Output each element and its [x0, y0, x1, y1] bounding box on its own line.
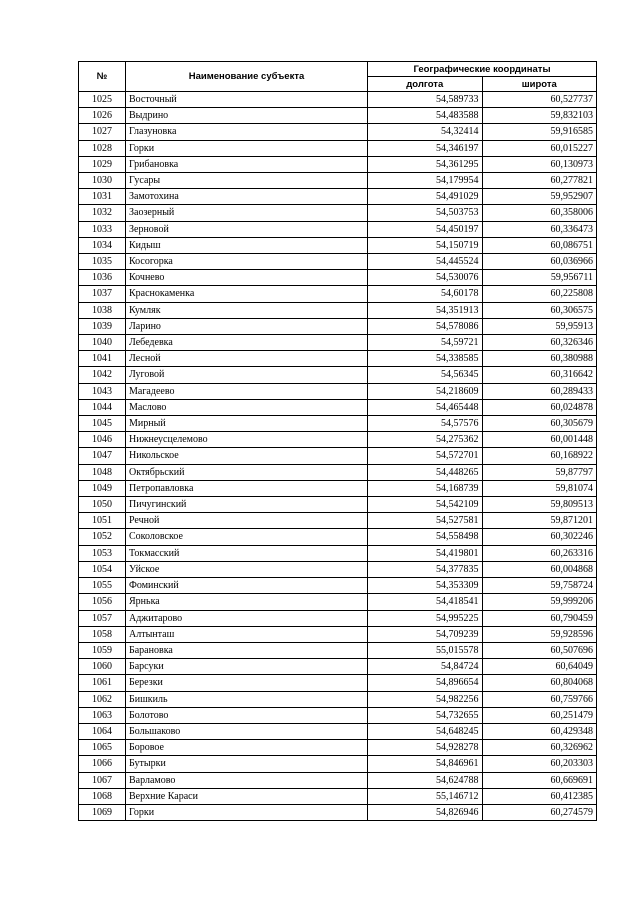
row-longitude: 54,542109: [368, 497, 483, 513]
row-latitude: 60,001448: [482, 432, 597, 448]
table-row: [79, 221, 597, 237]
row-subject-name: Бишкиль: [126, 691, 368, 707]
row-longitude: 54,491029: [368, 189, 483, 205]
row-latitude: 60,086751: [482, 237, 597, 253]
row-latitude: 59,871201: [482, 513, 597, 529]
row-subject-name: Косогорка: [126, 254, 368, 270]
row-number: 1049: [79, 480, 126, 496]
table-row: [79, 124, 597, 140]
row-number: 1057: [79, 610, 126, 626]
row-longitude: 54,465448: [368, 399, 483, 415]
row-subject-name: Ярнька: [126, 594, 368, 610]
row-longitude: 54,450197: [368, 221, 483, 237]
table-row: [79, 189, 597, 205]
row-longitude: 54,826946: [368, 804, 483, 820]
table-row: [79, 788, 597, 804]
row-subject-name: Краснокаменка: [126, 286, 368, 302]
table-row: [79, 675, 597, 691]
row-longitude: 54,59721: [368, 335, 483, 351]
row-number: 1033: [79, 221, 126, 237]
row-subject-name: Бутырки: [126, 756, 368, 772]
row-longitude: 54,418541: [368, 594, 483, 610]
row-latitude: 60,790459: [482, 610, 597, 626]
table-row: [79, 772, 597, 788]
row-longitude: 54,589733: [368, 92, 483, 108]
table-row: [79, 416, 597, 432]
header-coordinates: Географические координаты: [368, 62, 597, 77]
table-row: [79, 513, 597, 529]
row-subject-name: Нижнеусцелемово: [126, 432, 368, 448]
row-subject-name: Лебедевка: [126, 335, 368, 351]
row-longitude: 54,928278: [368, 740, 483, 756]
row-number: 1037: [79, 286, 126, 302]
row-subject-name: Пичугинский: [126, 497, 368, 513]
table-row: [79, 173, 597, 189]
row-latitude: 60,527737: [482, 92, 597, 108]
row-subject-name: Зерновой: [126, 221, 368, 237]
row-latitude: 60,274579: [482, 804, 597, 820]
table-row: [79, 642, 597, 658]
row-subject-name: Ларино: [126, 318, 368, 334]
table-row: [79, 594, 597, 610]
table-row: [79, 351, 597, 367]
row-latitude: 59,952907: [482, 189, 597, 205]
row-latitude: 60,130973: [482, 156, 597, 172]
row-latitude: 60,004868: [482, 561, 597, 577]
row-subject-name: Маслово: [126, 399, 368, 415]
document-page: [78, 61, 597, 821]
row-subject-name: Соколовское: [126, 529, 368, 545]
row-subject-name: Заозерный: [126, 205, 368, 221]
row-longitude: 55,015578: [368, 642, 483, 658]
table-row: [79, 140, 597, 156]
row-latitude: 60,316642: [482, 367, 597, 383]
row-number: 1052: [79, 529, 126, 545]
row-latitude: 60,024878: [482, 399, 597, 415]
row-number: 1066: [79, 756, 126, 772]
row-subject-name: Кумляк: [126, 302, 368, 318]
table-row: [79, 318, 597, 334]
row-subject-name: Глазуновка: [126, 124, 368, 140]
row-longitude: 54,578086: [368, 318, 483, 334]
row-number: 1043: [79, 383, 126, 399]
row-subject-name: Восточный: [126, 92, 368, 108]
row-longitude: 54,483588: [368, 108, 483, 124]
row-number: 1055: [79, 578, 126, 594]
row-subject-name: Петропавловка: [126, 480, 368, 496]
row-latitude: 60,759766: [482, 691, 597, 707]
row-latitude: 59,758724: [482, 578, 597, 594]
row-subject-name: Замотохина: [126, 189, 368, 205]
row-number: 1047: [79, 448, 126, 464]
row-longitude: 54,732655: [368, 707, 483, 723]
row-longitude: 54,56345: [368, 367, 483, 383]
row-latitude: 59,81074: [482, 480, 597, 496]
row-latitude: 60,168922: [482, 448, 597, 464]
table-body: [79, 92, 597, 821]
row-latitude: 60,507696: [482, 642, 597, 658]
row-longitude: 54,150719: [368, 237, 483, 253]
row-longitude: 54,338585: [368, 351, 483, 367]
row-subject-name: Барановка: [126, 642, 368, 658]
header-row: [79, 62, 597, 77]
row-number: 1063: [79, 707, 126, 723]
row-longitude: 54,218609: [368, 383, 483, 399]
table-row: [79, 399, 597, 415]
row-longitude: 54,179954: [368, 173, 483, 189]
row-subject-name: Гусары: [126, 173, 368, 189]
row-latitude: 60,64049: [482, 659, 597, 675]
row-subject-name: Фоминский: [126, 578, 368, 594]
table-row: [79, 804, 597, 820]
row-latitude: 60,203303: [482, 756, 597, 772]
row-subject-name: Болотово: [126, 707, 368, 723]
table-row: [79, 561, 597, 577]
row-number: 1042: [79, 367, 126, 383]
row-longitude: 54,351913: [368, 302, 483, 318]
table-row: [79, 691, 597, 707]
row-longitude: 54,982256: [368, 691, 483, 707]
row-longitude: 54,353309: [368, 578, 483, 594]
table-row: [79, 448, 597, 464]
table-row: [79, 270, 597, 286]
row-longitude: 54,419801: [368, 545, 483, 561]
row-latitude: 59,956711: [482, 270, 597, 286]
row-latitude: 60,326962: [482, 740, 597, 756]
table-row: [79, 464, 597, 480]
coordinates-table: [78, 61, 597, 821]
table-row: [79, 659, 597, 675]
row-number: 1025: [79, 92, 126, 108]
row-longitude: 54,995225: [368, 610, 483, 626]
row-number: 1036: [79, 270, 126, 286]
table-row: [79, 335, 597, 351]
row-latitude: 60,358006: [482, 205, 597, 221]
row-longitude: 54,530076: [368, 270, 483, 286]
row-latitude: 60,336473: [482, 221, 597, 237]
row-latitude: 60,251479: [482, 707, 597, 723]
row-number: 1048: [79, 464, 126, 480]
row-latitude: 60,306575: [482, 302, 597, 318]
row-subject-name: Кидыш: [126, 237, 368, 253]
table-row: [79, 740, 597, 756]
row-number: 1059: [79, 642, 126, 658]
row-number: 1068: [79, 788, 126, 804]
row-longitude: 54,558498: [368, 529, 483, 545]
row-subject-name: Токмасский: [126, 545, 368, 561]
table-row: [79, 432, 597, 448]
table-row: [79, 92, 597, 108]
row-latitude: 59,95913: [482, 318, 597, 334]
row-longitude: 54,377835: [368, 561, 483, 577]
table-row: [79, 578, 597, 594]
row-subject-name: Луговой: [126, 367, 368, 383]
table-row: [79, 205, 597, 221]
row-longitude: 54,57576: [368, 416, 483, 432]
row-latitude: 60,669691: [482, 772, 597, 788]
table-row: [79, 756, 597, 772]
table-row: [79, 497, 597, 513]
row-number: 1041: [79, 351, 126, 367]
row-subject-name: Большаково: [126, 723, 368, 739]
row-number: 1039: [79, 318, 126, 334]
row-latitude: 60,380988: [482, 351, 597, 367]
row-number: 1034: [79, 237, 126, 253]
row-latitude: 60,412385: [482, 788, 597, 804]
table-row: [79, 108, 597, 124]
row-longitude: 54,275362: [368, 432, 483, 448]
row-number: 1069: [79, 804, 126, 820]
row-longitude: 54,846961: [368, 756, 483, 772]
row-longitude: 55,146712: [368, 788, 483, 804]
row-subject-name: Горки: [126, 140, 368, 156]
row-latitude: 60,429348: [482, 723, 597, 739]
row-longitude: 54,60178: [368, 286, 483, 302]
row-number: 1038: [79, 302, 126, 318]
row-number: 1029: [79, 156, 126, 172]
row-number: 1067: [79, 772, 126, 788]
row-number: 1053: [79, 545, 126, 561]
table-row: [79, 383, 597, 399]
table-row: [79, 156, 597, 172]
row-subject-name: Барсуки: [126, 659, 368, 675]
row-number: 1051: [79, 513, 126, 529]
row-latitude: 60,015227: [482, 140, 597, 156]
row-subject-name: Боровое: [126, 740, 368, 756]
row-number: 1064: [79, 723, 126, 739]
row-longitude: 54,624788: [368, 772, 483, 788]
row-latitude: 60,263316: [482, 545, 597, 561]
row-longitude: 54,361295: [368, 156, 483, 172]
header-latitude: широта: [482, 77, 597, 92]
table-row: [79, 707, 597, 723]
row-subject-name: Мирный: [126, 416, 368, 432]
row-longitude: 54,503753: [368, 205, 483, 221]
row-latitude: 60,036966: [482, 254, 597, 270]
row-number: 1044: [79, 399, 126, 415]
row-subject-name: Никольское: [126, 448, 368, 464]
row-subject-name: Кочнево: [126, 270, 368, 286]
row-number: 1065: [79, 740, 126, 756]
table-row: [79, 529, 597, 545]
row-longitude: 54,648245: [368, 723, 483, 739]
row-subject-name: Аджитарово: [126, 610, 368, 626]
row-number: 1040: [79, 335, 126, 351]
row-subject-name: Выдрино: [126, 108, 368, 124]
table-row: [79, 723, 597, 739]
row-number: 1026: [79, 108, 126, 124]
row-number: 1058: [79, 626, 126, 642]
row-longitude: 54,709239: [368, 626, 483, 642]
row-number: 1061: [79, 675, 126, 691]
row-latitude: 59,928596: [482, 626, 597, 642]
row-subject-name: Уйское: [126, 561, 368, 577]
row-latitude: 59,809513: [482, 497, 597, 513]
header-longitude: долгота: [368, 77, 483, 92]
row-longitude: 54,896654: [368, 675, 483, 691]
row-subject-name: Грибановка: [126, 156, 368, 172]
row-number: 1050: [79, 497, 126, 513]
row-number: 1060: [79, 659, 126, 675]
table-row: [79, 610, 597, 626]
row-longitude: 54,168739: [368, 480, 483, 496]
table-row: [79, 480, 597, 496]
table-row: [79, 254, 597, 270]
row-number: 1045: [79, 416, 126, 432]
row-latitude: 59,832103: [482, 108, 597, 124]
row-latitude: 60,302246: [482, 529, 597, 545]
row-number: 1056: [79, 594, 126, 610]
table-row: [79, 302, 597, 318]
row-subject-name: Лесной: [126, 351, 368, 367]
row-subject-name: Алтынташ: [126, 626, 368, 642]
row-latitude: 59,916585: [482, 124, 597, 140]
header-subject-name: Наименование субъекта: [126, 62, 368, 92]
row-subject-name: Варламово: [126, 772, 368, 788]
row-number: 1035: [79, 254, 126, 270]
row-subject-name: Горки: [126, 804, 368, 820]
table-row: [79, 286, 597, 302]
row-subject-name: Березки: [126, 675, 368, 691]
row-subject-name: Магадеево: [126, 383, 368, 399]
row-longitude: 54,346197: [368, 140, 483, 156]
row-longitude: 54,84724: [368, 659, 483, 675]
row-latitude: 60,289433: [482, 383, 597, 399]
row-latitude: 60,305679: [482, 416, 597, 432]
row-number: 1062: [79, 691, 126, 707]
row-longitude: 54,445524: [368, 254, 483, 270]
row-latitude: 60,326346: [482, 335, 597, 351]
row-number: 1032: [79, 205, 126, 221]
table-row: [79, 545, 597, 561]
row-subject-name: Октябрьский: [126, 464, 368, 480]
table-row: [79, 367, 597, 383]
row-longitude: 54,527581: [368, 513, 483, 529]
row-latitude: 60,277821: [482, 173, 597, 189]
row-longitude: 54,32414: [368, 124, 483, 140]
row-longitude: 54,572701: [368, 448, 483, 464]
header-number: №: [79, 62, 126, 92]
row-number: 1046: [79, 432, 126, 448]
row-subject-name: Верхние Караси: [126, 788, 368, 804]
table-row: [79, 626, 597, 642]
row-latitude: 59,999206: [482, 594, 597, 610]
row-longitude: 54,448265: [368, 464, 483, 480]
row-number: 1028: [79, 140, 126, 156]
row-latitude: 59,87797: [482, 464, 597, 480]
row-latitude: 60,225808: [482, 286, 597, 302]
table-row: [79, 237, 597, 253]
row-number: 1030: [79, 173, 126, 189]
row-subject-name: Речной: [126, 513, 368, 529]
row-number: 1054: [79, 561, 126, 577]
row-number: 1027: [79, 124, 126, 140]
row-latitude: 60,804068: [482, 675, 597, 691]
row-number: 1031: [79, 189, 126, 205]
